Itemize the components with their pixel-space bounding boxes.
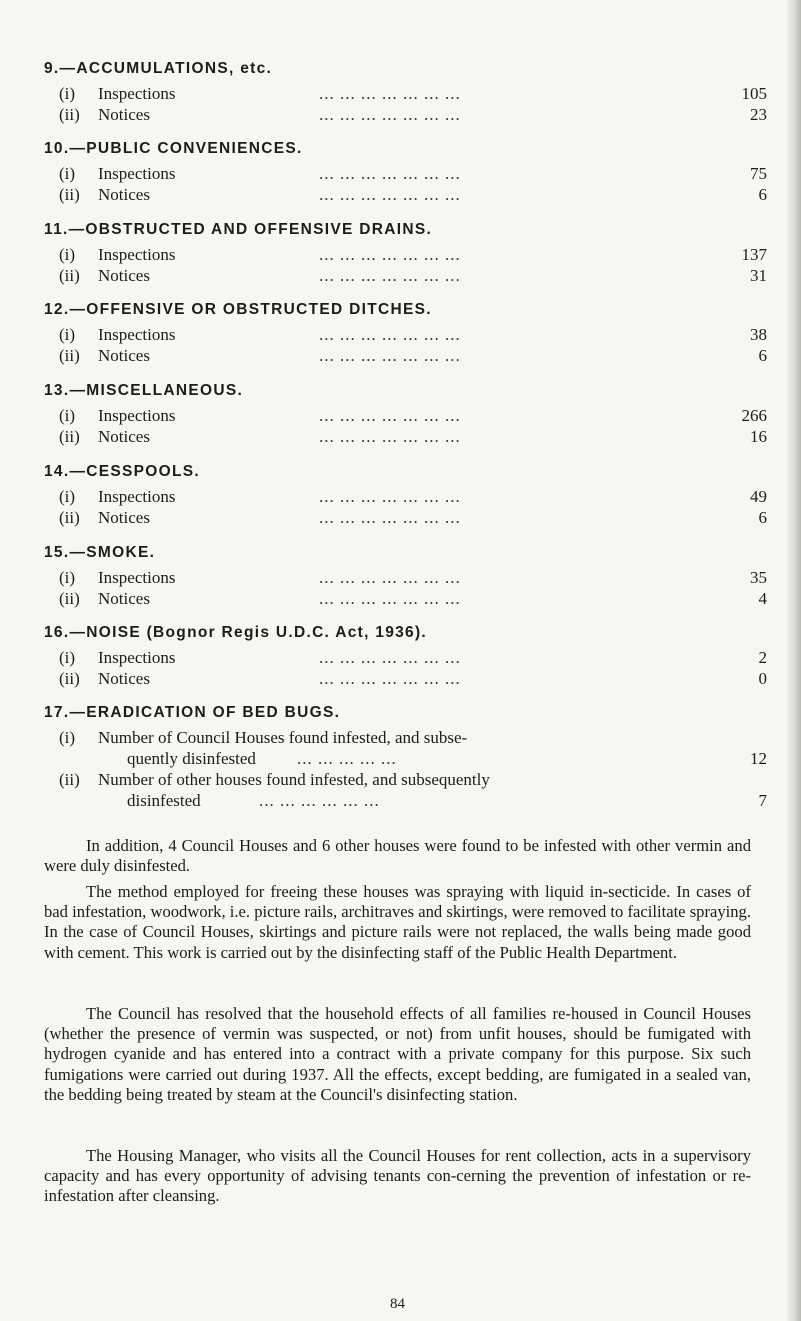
leader-dots: ... ... ... ... ... ... ... (319, 245, 461, 264)
item-label: Notices (98, 266, 150, 285)
item-value: 23 (750, 105, 767, 124)
row-inspections (59, 245, 767, 267)
row-inspections (59, 406, 767, 428)
item-label: Notices (98, 508, 150, 527)
leader-dots: ... ... ... ... ... ... ... (319, 84, 461, 103)
item-label: Inspections (98, 245, 176, 264)
row-notices (59, 346, 767, 368)
bed-bugs-item-2-line-2 (59, 791, 767, 813)
item-label: Notices (98, 346, 150, 365)
item-number: (ii) (59, 669, 80, 688)
item-value: 6 (758, 508, 767, 527)
item-value: 137 (741, 245, 767, 264)
item-value: 2 (758, 648, 767, 667)
item-number: (ii) (59, 266, 80, 285)
item-number: (i) (59, 648, 76, 667)
row-notices (59, 266, 767, 288)
leader-dots: ... ... ... ... ... ... ... (319, 105, 461, 124)
item-number: (i) (59, 487, 76, 506)
row-notices (59, 105, 767, 127)
item-number: (ii) (59, 508, 80, 527)
leader-dots: ... ... ... ... ... ... ... (319, 164, 461, 183)
item-label: Number of Council Houses found infested, and subse- (98, 728, 468, 747)
item-value: 38 (750, 325, 767, 344)
section-heading: 15.—SMOKE. (44, 544, 156, 561)
item-value: 49 (750, 487, 767, 506)
item-number: (ii) (59, 589, 80, 608)
item-label: Inspections (98, 84, 176, 103)
leader-dots: ... ... ... ... ... ... (259, 791, 380, 810)
row-inspections (59, 648, 767, 670)
bed-bugs-item-2-line-1 (59, 770, 767, 792)
item-value: 16 (750, 427, 767, 446)
row-notices (59, 669, 767, 691)
item-number: (ii) (59, 770, 80, 789)
item-value: 75 (750, 164, 767, 183)
item-number: (i) (59, 164, 76, 183)
item-label: Notices (98, 427, 150, 446)
row-notices (59, 508, 767, 530)
item-label: Inspections (98, 487, 176, 506)
page-edge-shadow (787, 0, 801, 1321)
section-heading: 10.—PUBLIC CONVENIENCES. (44, 140, 303, 157)
item-value: 6 (758, 346, 767, 365)
item-value: 6 (758, 185, 767, 204)
item-label-continued: disinfested (127, 791, 201, 810)
item-number: (i) (59, 325, 76, 344)
section-heading: 14.—CESSPOOLS. (44, 463, 201, 480)
item-value: 12 (750, 749, 767, 768)
page-number: 84 (390, 1296, 405, 1312)
row-inspections (59, 487, 767, 509)
item-number: (ii) (59, 346, 80, 365)
leader-dots: ... ... ... ... ... ... ... (319, 266, 461, 285)
item-number: (i) (59, 568, 76, 587)
item-label: Notices (98, 589, 150, 608)
item-number: (ii) (59, 427, 80, 446)
item-number: (i) (59, 84, 76, 103)
row-inspections (59, 164, 767, 186)
item-value: 7 (758, 791, 767, 810)
section-heading: 16.—NOISE (Bognor Regis U.D.C. Act, 1936). (44, 624, 428, 641)
row-inspections (59, 84, 767, 106)
item-label: Notices (98, 185, 150, 204)
leader-dots: ... ... ... ... ... ... ... (319, 669, 461, 688)
item-value: 266 (741, 406, 767, 425)
row-inspections (59, 325, 767, 347)
item-label: Inspections (98, 164, 176, 183)
leader-dots: ... ... ... ... ... ... ... (319, 508, 461, 527)
leader-dots: ... ... ... ... ... ... ... (319, 487, 461, 506)
item-number: (ii) (59, 105, 80, 124)
bed-bugs-item-1-line-1 (59, 728, 767, 750)
item-label: Inspections (98, 648, 176, 667)
item-value: 31 (750, 266, 767, 285)
row-inspections (59, 568, 767, 590)
leader-dots: ... ... ... ... ... ... ... (319, 427, 461, 446)
section-heading: 12.—OFFENSIVE OR OBSTRUCTED DITCHES. (44, 301, 432, 318)
item-number: (i) (59, 406, 76, 425)
leader-dots: ... ... ... ... ... ... ... (319, 568, 461, 587)
item-value: 4 (758, 589, 767, 608)
row-notices (59, 589, 767, 611)
item-label: Notices (98, 669, 150, 688)
row-notices (59, 427, 767, 449)
item-number: (i) (59, 728, 76, 747)
section-heading: 13.—MISCELLANEOUS. (44, 382, 244, 399)
leader-dots: ... ... ... ... ... ... ... (319, 185, 461, 204)
item-label-continued: quently disinfested (127, 749, 256, 768)
paragraph-spraying-method: The method employed for freeing these houses was spraying with liquid in-secticide. In cases of bad infestation, woodwork, i.e. picture rails, architraves and skirtings, were removed to facilitate spraying. In the case of Council Houses, skirtings and picture rails were not replaced, the walls being made good with cement. This work is carried out by the disinfecting staff of the Public Health Department. (44, 882, 751, 962)
item-label: Inspections (98, 325, 176, 344)
item-label: Number of other houses found infested, and subsequently (98, 770, 490, 789)
leader-dots: ... ... ... ... ... ... ... (319, 648, 461, 667)
leader-dots: ... ... ... ... ... ... ... (319, 406, 461, 425)
leader-dots: ... ... ... ... ... ... ... (319, 325, 461, 344)
section-heading: 9.—ACCUMULATIONS, etc. (44, 60, 273, 77)
bed-bugs-item-1-line-2 (59, 749, 767, 771)
paragraph-fumigation: The Council has resolved that the household effects of all families re-housed in Council Houses (whether the presence of vermin was suspected, or not) from unfit houses, should be fumigated with hydrogen cyanide and has entered into a contract with a private company for this purpose. Six such fumigations were carried out during 1937. All the effects, except bedding, are fumigated in a sealed van, the bedding being treated by steam at the Council's disinfecting station. (44, 1004, 751, 1104)
paragraph-other-vermin: In addition, 4 Council Houses and 6 other houses were found to be infested with other vermin and were duly disinfested. (44, 836, 751, 876)
item-label: Inspections (98, 406, 176, 425)
leader-dots: ... ... ... ... ... ... ... (319, 346, 461, 365)
leader-dots: ... ... ... ... ... ... ... (319, 589, 461, 608)
paragraph-housing-manager: The Housing Manager, who visits all the Council Houses for rent collection, acts in a supervisory capacity and has every opportunity of advising tenants con-cerning the prevention of infestation or re-infestation after cleansing. (44, 1146, 751, 1206)
section-heading: 11.—OBSTRUCTED AND OFFENSIVE DRAINS. (44, 221, 433, 238)
section-heading: 17.—ERADICATION OF BED BUGS. (44, 704, 341, 721)
item-label: Inspections (98, 568, 176, 587)
leader-dots: ... ... ... ... ... (297, 749, 397, 768)
row-notices (59, 185, 767, 207)
item-value: 0 (758, 669, 767, 688)
item-label: Notices (98, 105, 150, 124)
item-value: 35 (750, 568, 767, 587)
item-value: 105 (741, 84, 767, 103)
item-number: (ii) (59, 185, 80, 204)
item-number: (i) (59, 245, 76, 264)
